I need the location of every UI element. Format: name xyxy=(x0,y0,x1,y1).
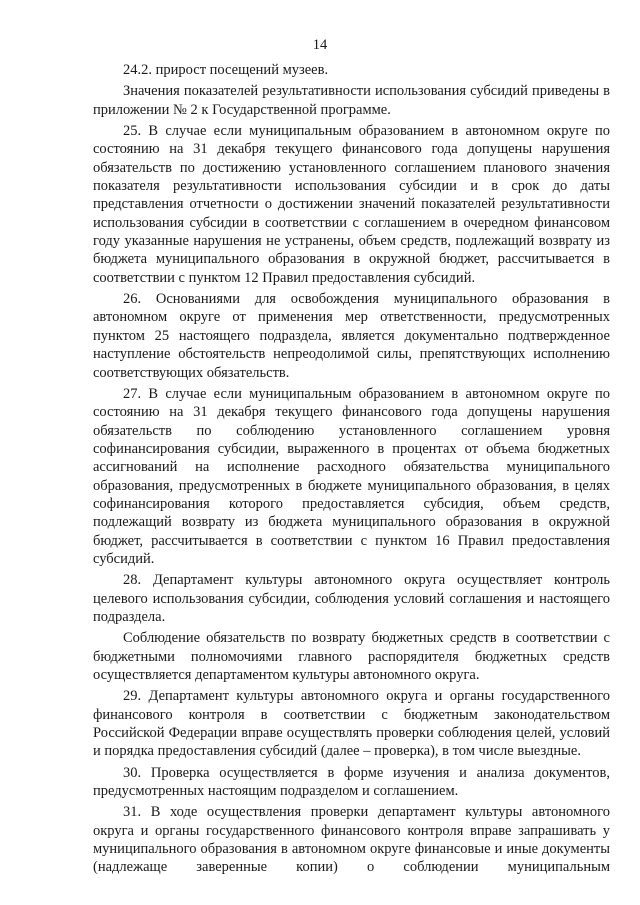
paragraph-25: 25. В случае если муниципальным образованием в автономном округе по состоянию на 31 декабря текущего финансового года допущены нарушения обязательств по достижению установленного соглашением планового значения показателя результативности использования субсидии и в срок до даты представления отчетности о достижении значений показателей результативности использования субсидии в соответствии с соглашением в очередном финансовом году указанные нарушения не устранены, объем средств, подлежащий возврату из бюджета муниципального образования в окружной бюджет, рассчитывается в соответствии с пунктом 12 Правил предоставления субсидий. xyxy=(93,123,610,286)
paragraph-26: 26. Основаниями для освобождения муниципального образования в автономном округе от применения мер ответственности, предусмотренных пунктом 25 настоящего подраздела, является документально подтвержденное наступление обстоятельств непреодолимой силы, препятствующих исполнению соответствующих обязательств. xyxy=(93,291,610,381)
paragraph-28: 28. Департамент культуры автономного округа осуществляет контроль целевого использования субсидии, соблюдения условий соглашения и настоящего подраздела. xyxy=(93,572,610,625)
paragraph-24-2: 24.2. прирост посещений музеев. xyxy=(123,62,329,78)
paragraph-indicator-values: Значения показателей результативности использования субсидий приведены в приложении № 2 к Государственной программе. xyxy=(93,83,610,118)
paragraph-31: 31. В ходе осуществления проверки департамент культуры автономного округа и органы государственного финансового контроля вправе запрашивать у муниципального образования в автономном округе финансовые и иные документы (надлежаще заверенные копии) о соблюдении муниципальным xyxy=(93,804,610,876)
page-number: 14 xyxy=(312,37,328,53)
paragraph-27: 27. В случае если муниципальным образованием в автономном округе по состоянию на 31 декабря текущего финансового года допущены нарушения обязательств по соблюдению установленного соглашением уровня софинансирования субсидии, выраженного в процентах от объема бюджетных ассигнований на исполнение расходного обязательства муниципального образования, предусмотренных в бюджете муниципального образования, в целях софинансирования которого предоставляется субсидия, объем средств, подлежащий возврату из бюджета муниципального образования в окружной бюджет, рассчитывается в соответствии с пунктом 16 Правил предоставления субсидий. xyxy=(93,385,610,567)
document-body xyxy=(93,61,610,880)
paragraph-29: 29. Департамент культуры автономного округа и органы государственного финансового контроля в соответствии с бюджетным законодательством Российской Федерации вправе осуществлять проверки соблюдения целей, условий и порядка предоставления субсидий (далее – проверка), в том числе выездные. xyxy=(93,688,610,760)
paragraph-30: 30. Проверка осуществляется в форме изучения и анализа документов, предусмотренных настоящим подразделом и соглашением. xyxy=(93,764,610,800)
paragraph-compliance: Соблюдение обязательств по возврату бюджетных средств в соответствии с бюджетными полномочиями главного распорядителя бюджетных средств осуществляется департаментом культуры автономного округа. xyxy=(93,630,610,683)
